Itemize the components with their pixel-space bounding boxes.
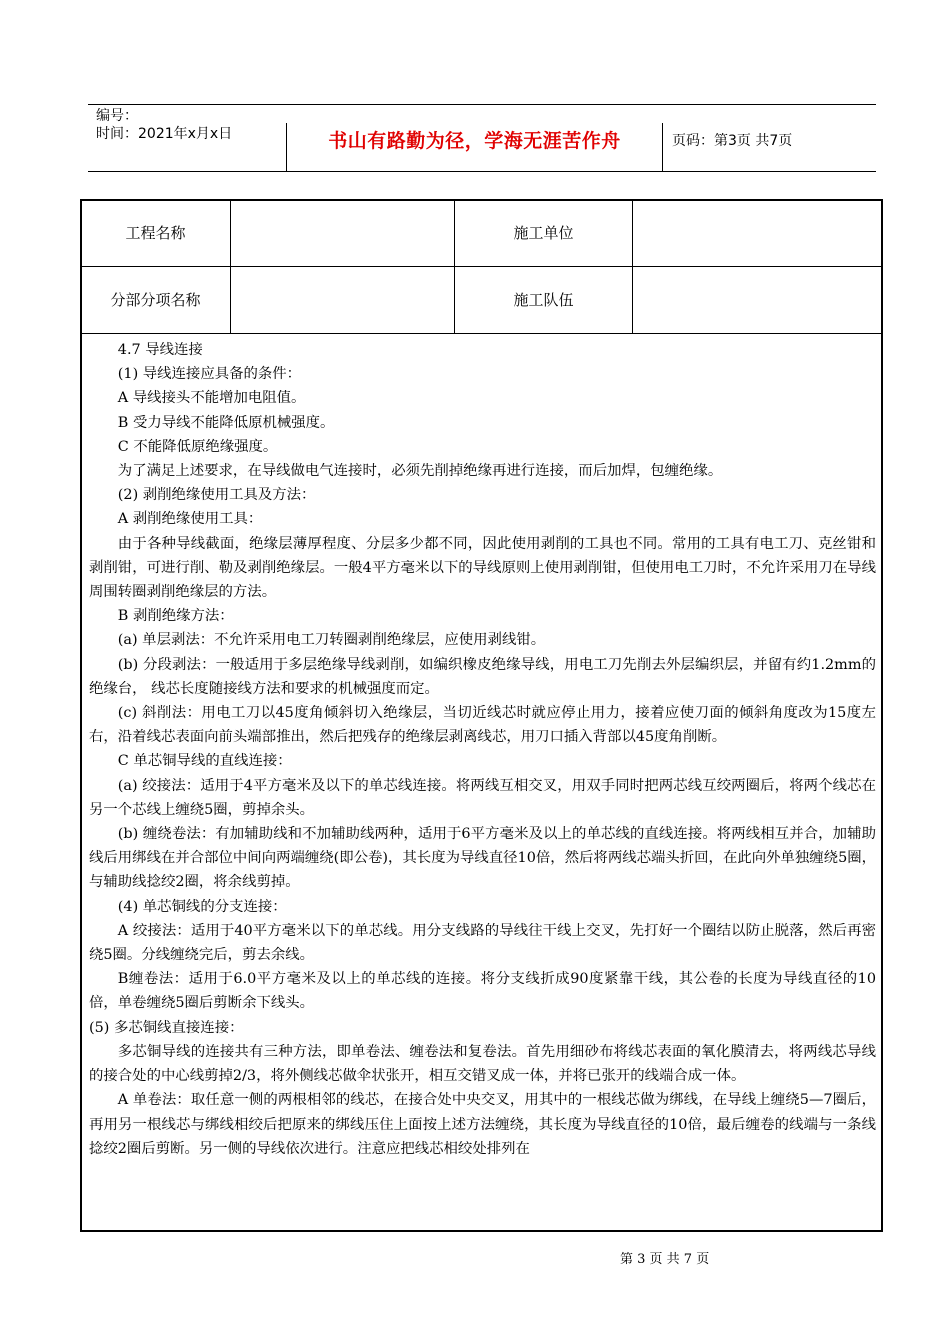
body-paragraph: (b) 缠绕卷法：有加辅助线和不加辅助线两种，适用于6平方毫米及以上的单芯线的直线连接。将两线相互并合，加辅助线后用绑线在并合部位中间向两端缠绕(即公卷)，其长度为导线直径10倍，然后将两线芯端头折回，在此向外单独缠绕5圈，与辅助线捻绞2圈，将余线剪掉。: [89, 826, 877, 891]
body-paragraph: (c) 斜削法：用电工刀以45度角倾斜切入绝缘层，当切近线芯时就应停止用力，接着应使刀面的倾斜角度改为15度左右，沿着线芯表面向前头端部推出，然后把残存的绝缘层剥离线芯，用刀口插入背部以45度角削断。: [89, 705, 876, 746]
form-row-divider-2: [80, 333, 883, 334]
body-paragraph: (1) 导线连接应具备的条件：: [117, 366, 302, 383]
header-meta: [96, 107, 232, 143]
body-paragraph: B 受力导线不能降低原机械强度。: [117, 414, 335, 431]
form-col-divider-1: [230, 199, 231, 333]
document-body: [89, 338, 876, 1161]
form-row-divider-1: [80, 266, 883, 267]
header-page-info: 页码：第3页 共7页: [672, 133, 793, 149]
project-name-label: 工程名称: [125, 224, 186, 242]
body-paragraph: (2) 剥削绝缘使用工具及方法：: [117, 487, 316, 504]
body-paragraph: (b) 分段剥法：一般适用于多层绝缘导线剥削，如编织橡皮绝缘导线，用电工刀先削去外层编织层，并留有约1.2mm的绝缘台， 线芯长度随接线方法和要求的机械强度而定。: [89, 656, 876, 697]
header-divider-right: [662, 123, 663, 171]
form-col-divider-2: [454, 199, 455, 333]
form-col-divider-3: [632, 199, 633, 333]
body-paragraph: 为了满足上述要求，在导线做电气连接时，必须先削掉绝缘再进行连接，而后加焊，包缠绝缘。: [117, 463, 723, 480]
body-paragraph: 多芯铜导线的连接共有三种方法，即单卷法、缠卷法和复卷法。首先用细砂布将线芯表面的氧化膜清去，将两线芯导线的接合处的中心线剪掉2/3，将外侧线芯做伞状张开，相互交错叉成一体，并将已张开的线端合成一体。: [89, 1043, 876, 1085]
header-bottom-rule: [88, 171, 876, 172]
header-number: 编号：: [96, 108, 138, 124]
header-top-rule: [88, 104, 876, 105]
body-paragraph: A 剥削绝缘使用工具：: [117, 511, 263, 528]
body-paragraph: A 绞接法：适用于40平方毫米以下的单芯线。用分支线路的导线往干线上交叉，先打好一个圈结以防止脱落，然后再密绕5圈。分线缠绕完后，剪去余线。: [89, 922, 876, 964]
subdivision-label: 分部分项名称: [110, 291, 201, 309]
body-paragraph: B 剥削绝缘方法：: [117, 608, 234, 625]
construction-unit-label: 施工单位: [513, 224, 574, 242]
body-paragraph: (4) 单芯铜线的分支连接：: [117, 898, 287, 915]
body-paragraph: 由于各种导线截面，绝缘层薄厚程度、分层多少都不同，因此使用剥削的工具也不同。常用的工具有电工刀、克丝钳和剥削钳，可进行削、勒及剥削绝缘层。一般4平方毫米以下的导线原则上使用剥削钳，但使用电工刀时，不允许采用刀在导线周围转圈剥削绝缘层的方法。: [89, 535, 876, 601]
body-paragraph: (5) 多芯铜线直接连接：: [89, 1019, 244, 1036]
body-paragraph: A 单卷法：取任意一侧的两根相邻的线芯，在接合处中央交叉，用其中的一根线芯做为绑线，在导线上缠绕5—7圈后，再用另一根线芯与绑线相绞后把原来的绑线压住上面按上述方法缠绕，其长度为导线直径的10倍，最后缠卷的线端与一条线捻绞2圈后剪断。另一侧的导线依次进行。注意应把线芯相绞处排列在: [89, 1092, 876, 1157]
header-time: 时间：2021年x月x日: [96, 126, 233, 142]
body-paragraph: (a) 绞接法：适用于4平方毫米及以下的单芯线连接。将两线互相交叉，用双手同时把两芯线互绞两圈后，将两个线芯在另一个芯线上缠绕5圈，剪掉余头。: [89, 777, 876, 818]
body-paragraph: C 不能降低原绝缘强度。: [117, 438, 278, 455]
header-motto: 书山有路勤为径，学海无涯苦作舟: [328, 130, 621, 152]
body-paragraph: (a) 单层剥法：不允许采用电工刀转圈剥削绝缘层，应使用剥线钳。: [117, 632, 546, 649]
body-paragraph: C 单芯铜导线的直线连接：: [117, 753, 292, 770]
body-paragraph: 4.7 导线连接: [117, 342, 203, 358]
body-paragraph: B缠卷法：适用于6.0平方毫米及以上的单芯线的连接。将分支线折成90度紧靠干线，其公卷的长度为导线直径的10倍，单卷缠绕5圈后剪断余下线头。: [89, 971, 876, 1012]
team-label: 施工队伍: [513, 291, 574, 309]
footer-page-number: 第 3 页 共 7 页: [620, 1252, 710, 1267]
body-paragraph: A 导线接头不能增加电阻值。: [117, 390, 306, 407]
